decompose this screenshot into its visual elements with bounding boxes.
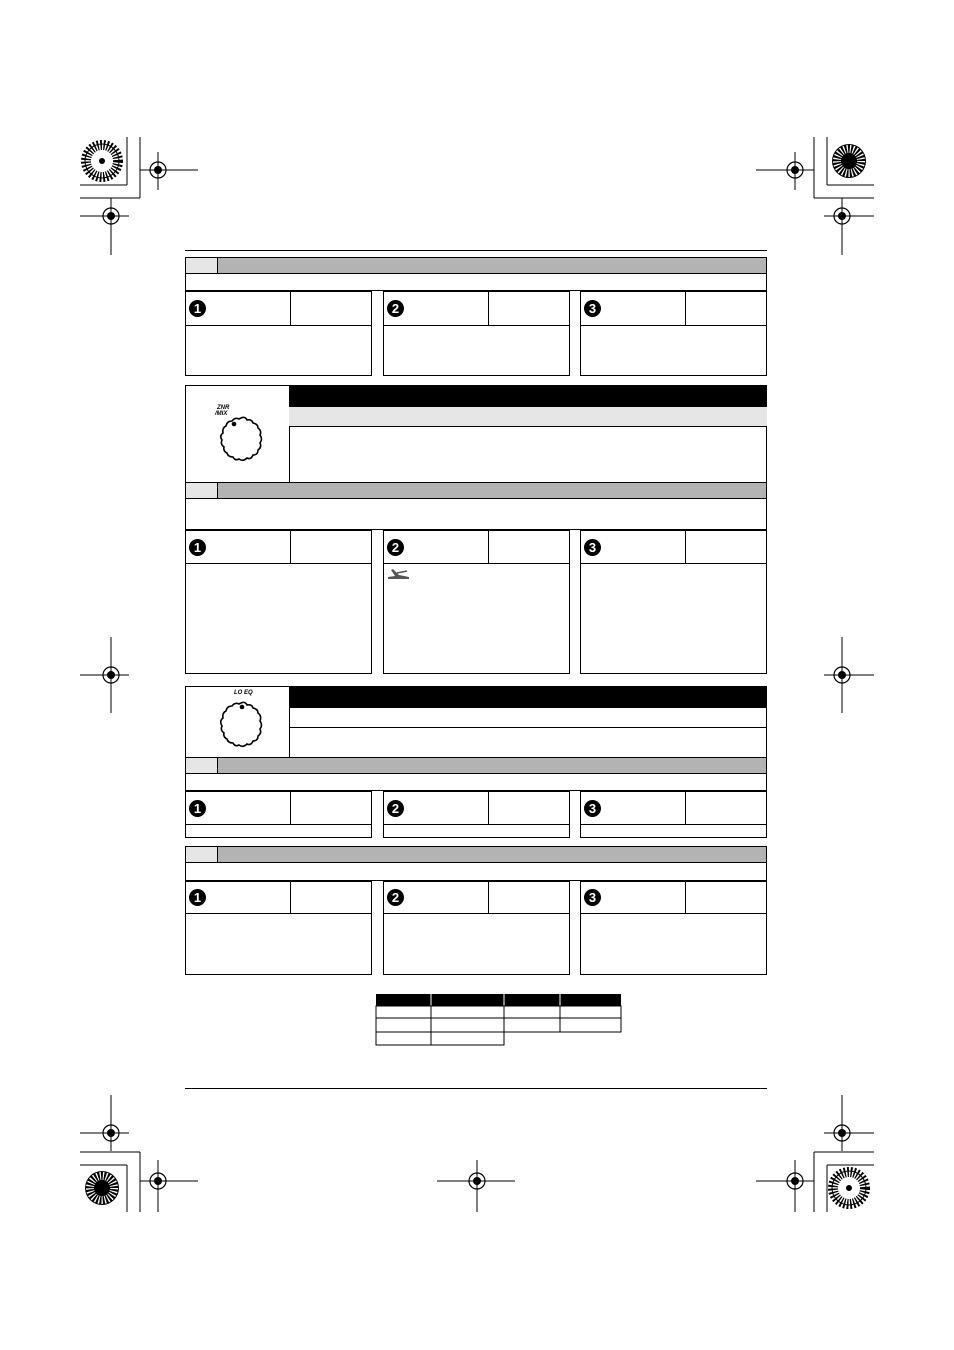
- step-number-badge: 3: [584, 889, 601, 906]
- step-number-badge: 1: [189, 539, 206, 556]
- knob-label-znr: ZNR: [217, 405, 230, 411]
- step-number-badge: 1: [189, 800, 206, 817]
- step-number-badge: 2: [387, 800, 404, 817]
- step-number-badge: 2: [387, 889, 404, 906]
- step-number-badge: 3: [584, 300, 601, 317]
- step-number-badge: 2: [387, 539, 404, 556]
- knob-label-lo-eq: LO EQ: [234, 690, 253, 696]
- knob-label-mix: /MIX: [215, 411, 228, 417]
- step-number-badge: 1: [189, 300, 206, 317]
- step-number-badge: 3: [584, 539, 601, 556]
- step-number-badge: 2: [387, 300, 404, 317]
- step-number-badge: 3: [584, 800, 601, 817]
- step-number-badge: 1: [189, 889, 206, 906]
